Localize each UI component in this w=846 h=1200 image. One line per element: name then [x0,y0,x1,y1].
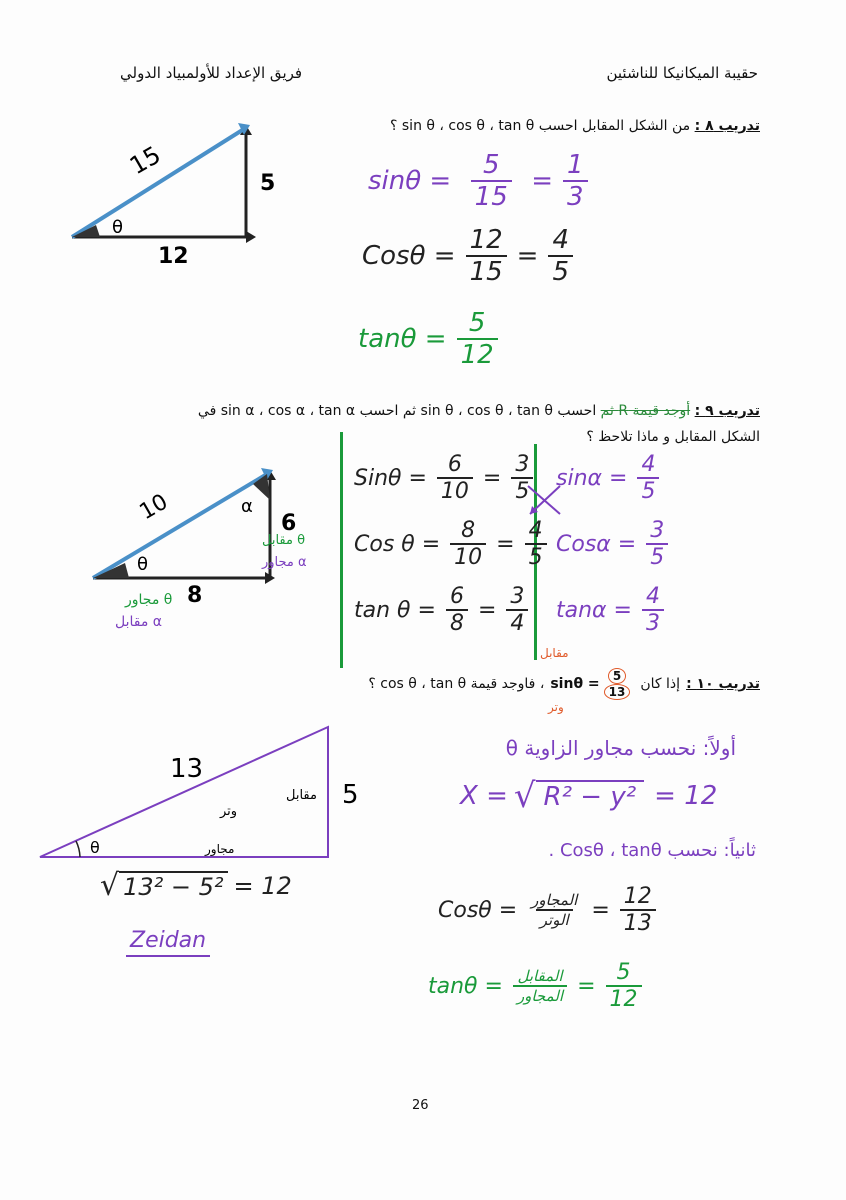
numerator: 5 [468,308,486,338]
fraction [450,518,486,570]
fraction [620,884,656,936]
ex9-tan-alpha-eq [556,584,672,636]
equals-sign: = [531,166,554,196]
eq-lhs: tanα = [556,597,632,623]
ex10-sqrt-eq [100,868,292,903]
header-left-title: فريق الإعداد للأولمبياد الدولي [120,64,303,82]
denominator: 5 [646,543,668,570]
fraction [506,584,528,636]
ex9-label: تدريب ٩ : [694,403,760,419]
ex10-cos-eq: Cosθ = $\frac{\text{المجاور}}{\text{الوتر}}$ = $\frac{12}{13}$ [438,884,660,936]
eq-lhs: tanθ = [428,973,503,999]
ex8-cos-eq [362,225,577,287]
ex9-sin-theta-eq: Sinθ = $\frac{6}{10}$ = $\frac{3}{5}$ [354,452,551,504]
numerator: 6 [447,452,462,477]
ex10-hyp-label: 13 [170,754,204,784]
fraction [525,518,547,570]
ex9-note-opp-theta: مقابل θ [262,533,306,548]
numerator: 5 [616,960,631,985]
numerator: 6 [449,584,464,609]
numerator: 1 [567,150,584,180]
numerator: 12 [469,225,503,255]
ex10-tan-eq: tanθ = $\frac{\text{المقابل}}{\text{المجاور}}$ = $\frac{5}{12}$ [428,960,646,1012]
denominator: 13 [604,684,631,700]
denominator: 4 [506,609,528,636]
ex10-text-b: ، فاوجد قيمة cos θ ، tan θ ؟ [368,676,545,692]
ex9-note-adj-theta: مجاور θ [125,592,173,608]
fraction [466,225,507,287]
numerator: 4 [641,452,656,477]
denominator: 5 [637,477,659,504]
eq-lhs: sinα = [556,465,628,491]
numerator: 5 [482,150,500,180]
numerator: 8 [461,518,476,543]
ex10-step2: ثانياً: نحسب Cosθ ، tanθ . [548,840,756,861]
ex9-divider-left [340,432,343,668]
denominator: 8 [446,609,468,636]
denominator: 10 [437,477,473,504]
ex9-struck-text: أوجد قيمة R ثم [600,403,691,419]
ex10-sqrt-res: = 12 [233,871,292,900]
ex10-lbl-opp: مقابل [286,788,317,803]
fraction [637,452,659,504]
fraction [606,960,642,1012]
ex10-lbl-adj: مجاور [205,842,235,856]
fraction [446,584,468,636]
step1-lhs: X = [460,781,508,811]
header-right-title: حقيبة الميكانيكا للناشئين [606,64,758,82]
fraction [548,225,573,287]
numerator: 12 [623,884,652,909]
ex8-angle-label: θ [112,217,124,238]
denominator: المجاور [513,985,567,1005]
ex8-cos-lhs: Cosθ = [362,241,456,271]
numerator: 3 [650,518,665,543]
ex10-step1: أولاً: نحسب مجاور الزاوية θ [505,736,736,760]
numerator: 3 [515,452,530,477]
denominator: 3 [563,180,588,212]
fraction [563,150,588,212]
ex9-theta-label: θ [137,554,149,575]
denominator: 13 [620,909,656,936]
ex10-question [290,668,760,700]
ex8-adj-label: 12 [158,244,189,269]
step1-radicand: R² − y² [536,780,645,812]
fraction [437,452,473,504]
fraction [527,891,581,929]
denominator: الوتر [536,909,573,929]
ex10-note-den: وتر [548,700,564,714]
fraction [461,150,521,212]
ex9-line2: الشكل المقابل و ماذا تلاحظ ؟ [586,429,760,445]
denominator: 12 [457,338,498,370]
ex9-note-adj-alpha: مجاور α [262,555,307,570]
equals-sign: = [516,241,539,271]
ex8-sin-eq [368,150,592,212]
ex8-triangle [60,115,290,270]
signature: Zeidan [126,928,210,957]
eq-lhs: Cosα = [556,531,637,557]
fraction [604,668,631,700]
ex9-right-equations [556,452,672,636]
numerator: 4 [528,518,543,543]
numerator: 5 [608,668,626,684]
ex9-cos-theta-eq: Cos θ = $\frac{8}{10}$ = $\frac{4}{5}$ [354,518,551,570]
denominator: 15 [466,255,507,287]
ex8-text: من الشكل المقابل احسب sin θ ، cos θ ، tan θ ؟ [390,118,691,134]
numerator: المجاور [531,891,578,909]
ex10-note-num: مقابل [540,646,569,660]
eq-lhs: Sinθ = [354,465,427,491]
sqrt-icon: √ [513,776,536,816]
ex9-adj-label: 8 [187,583,203,608]
ex9-hyp-label: 10 [135,489,173,526]
ex10-angle-label: θ [90,838,100,857]
denominator: 5 [548,255,573,287]
ex8-tan-eq [358,308,502,370]
ex10-text-a: إذا كان [640,676,681,692]
ex9-opp-label: 6 [281,511,297,536]
ex9-question [80,398,760,450]
ex9-side-notes [262,530,307,574]
eq-lhs: Cos θ = [354,531,441,557]
fraction [642,584,664,636]
ex9-sin-alpha-eq [556,452,672,504]
ex8-question [240,118,760,134]
denominator: 15 [471,180,512,212]
numerator: 4 [552,225,570,255]
ex10-step1-eq [460,776,717,816]
ex9-note-opp-alpha: مقابل α [115,614,163,630]
denominator: 12 [606,985,642,1012]
ex10-sin-lhs: sinθ = [550,676,600,692]
ex10-sin-given [550,668,634,700]
numerator: المقابل [517,967,563,985]
step1-res: = 12 [654,781,718,811]
denominator: 10 [450,543,486,570]
numerator: 4 [645,584,660,609]
eq-lhs: tan θ = [354,597,436,623]
ex9-line1: احسب sin θ ، cos θ ، tan θ ثم احسب sin α ، cos α ، tan α في [197,403,597,419]
ex8-hyp-label: 15 [125,140,166,181]
ex9-cos-alpha-eq [556,518,672,570]
numerator: 3 [510,584,525,609]
ex9-tan-theta-eq: tan θ = $\frac{6}{8}$ = $\frac{3}{4}$ [354,584,551,636]
fraction [646,518,668,570]
ex10-label: تدريب ١٠ : [686,676,760,692]
ex8-sin-lhs: sinθ = [368,166,452,196]
ex8-label: تدريب ٨ : [694,118,760,134]
ex10-opp-label: 5 [342,780,359,810]
eq-lhs: Cosθ = [438,897,518,923]
ex8-opp-label: 5 [260,171,276,196]
denominator: 5 [511,477,533,504]
denominator: 3 [642,609,664,636]
denominator: 5 [525,543,547,570]
fraction [457,308,498,370]
ex9-alpha-label: α [241,496,253,517]
fraction [513,967,567,1005]
page-number: 26 [412,1098,429,1113]
ex10-sqrt-expr: 13² − 5² [119,871,227,901]
sqrt-icon: √ [100,868,120,903]
ex10-lbl-hyp: وتر [220,804,238,819]
ex8-tan-lhs: tanθ = [358,324,447,354]
